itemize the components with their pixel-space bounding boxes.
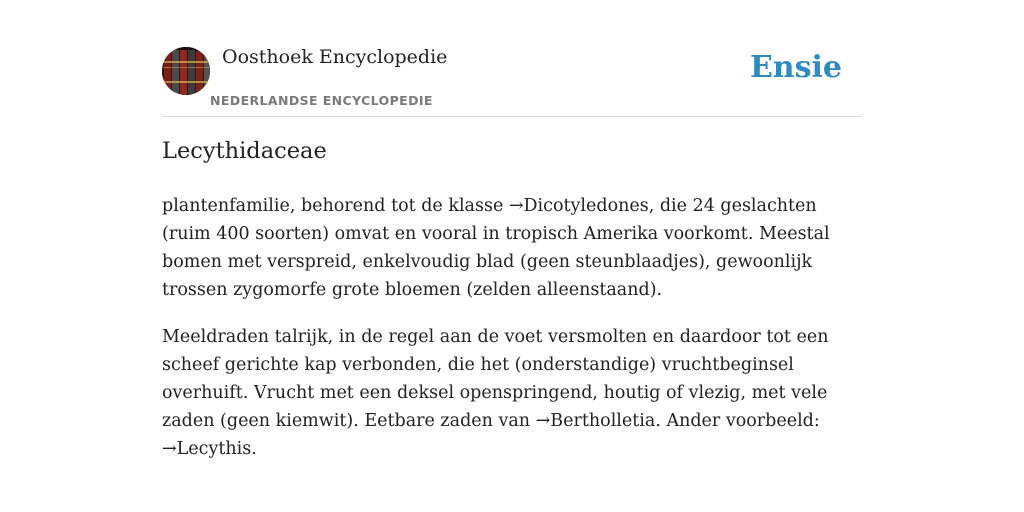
book-spines-icon[interactable] xyxy=(162,47,210,95)
article-paragraph: plantenfamilie, behorend tot de klasse →Dicotyledones, die 24 geslachten (ruim 400 soorten) omvat en vooral in tropisch Amerika voorkomt. Meestal bomen met verspreid, enkelvoudig blad (geen steunblaadjes), gewoonlijk trossen zygomorfe grote bloemen (zelden alleenstaand). xyxy=(162,196,830,300)
source-name[interactable]: Oosthoek Encyclopedie xyxy=(222,46,448,68)
site-header xyxy=(162,46,862,117)
brand-logo[interactable]: Ensie xyxy=(749,50,842,85)
page-title: Lecythidaceae xyxy=(162,138,327,164)
source-subtitle: NEDERLANDSE ENCYCLOPEDIE xyxy=(210,93,433,108)
article-paragraph: Meeldraden talrijk, in de regel aan de voet versmolten en daardoor tot een scheef gerichte kap verbonden, die het (onderstandige) vruchtbeginsel overhuift. Vrucht met een deksel openspringend, houtig of vlezig, met vele zaden (geen kiemwit). Eetbare zaden van →Bertholletia. Ander voorbeeld: →Lecythis. xyxy=(162,327,829,459)
